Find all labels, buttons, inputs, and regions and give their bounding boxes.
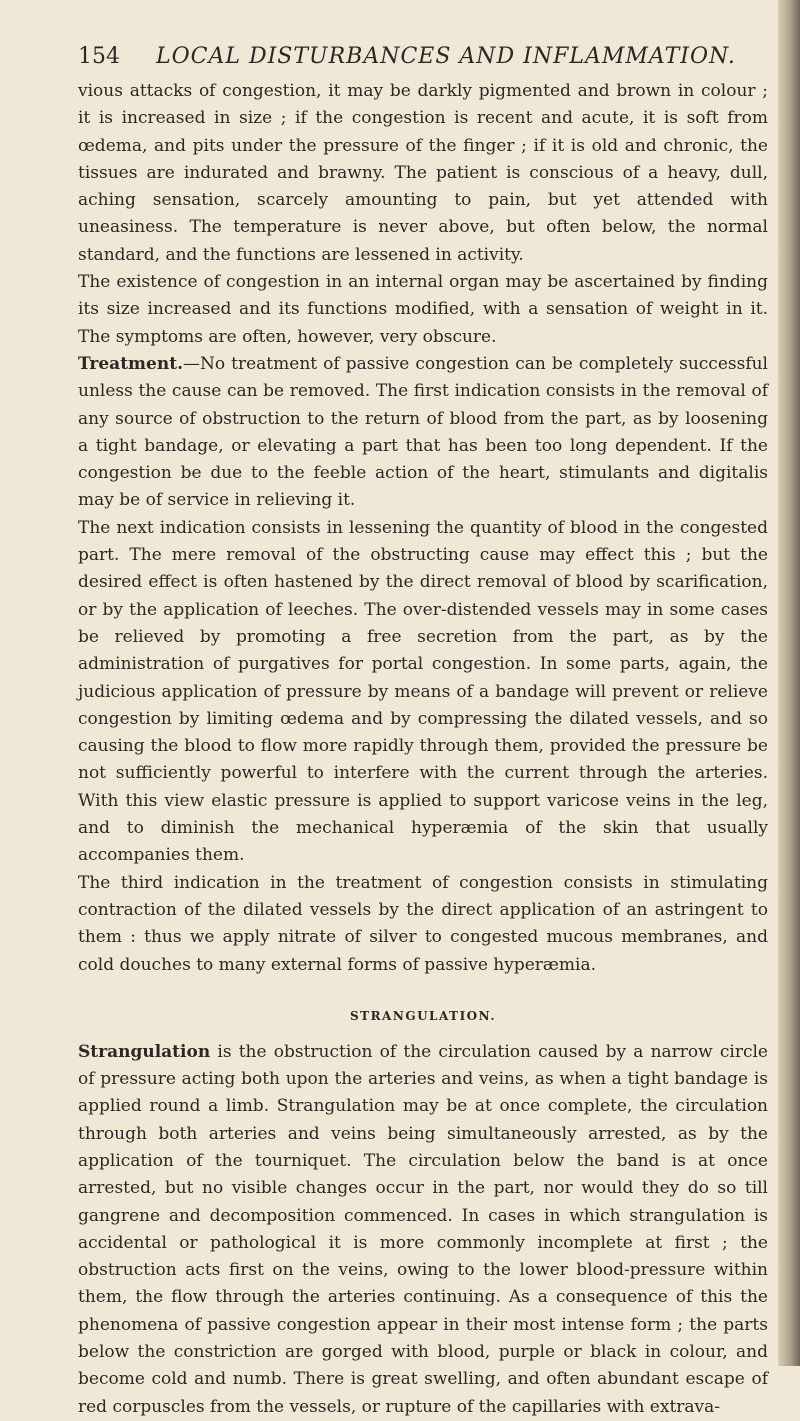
paragraph-1: vious attacks of congestion, it may be darkly pigmented and brown in colour ; it is increased in size ; if the congestion is recent and acute, it is soft from œdema, and pits under the pressure of the finger ; if it is old and chronic, the tissues are indurated and brawny. The patient is conscious of a heavy, dull, aching sensation, scarcely amounting to pain, but yet attended with uneasiness. The temperature is never above, but often below, the normal standard, and the functions are lessened in activity. xyxy=(78,81,768,265)
paragraph-strangulation xyxy=(78,1039,768,1421)
strangulation-text: is the obstruction of the circulation caused by a narrow circle of pressure acting both upon the arteries and veins, as when a tight bandage is applied round a limb. Strangulation may be at once complete, the circulation through both arteries and veins being simultaneously arrested, as by the application of the tourniquet. The circulation below the band is at once arrested, but no visible changes occur in the part, nor would they do so till gangrene and decomposition commenced. In cases in which strangulation is accidental or pathological it is more commonly incomplete at first ; the obstruction acts first on the veins, owing to the lower blood-pressure within them, the flow through the arteries continuing. As a consequence of this the phenomena of passive congestion appear in their most intense form ; the parts below the constriction are gorged with blood, purple or black in colour, and become cold and numb. There is great swelling, and often abundant escape of red corpuscles from the vessels, or rupture of the capillaries with extrava- xyxy=(78,1041,768,1417)
page-edge xyxy=(778,0,800,1366)
page-header xyxy=(78,40,768,74)
paragraph-2: The existence of congestion in an internal organ may be ascertained by finding its size increased and its functions modified, with a sensation of weight in it. The symptoms are often, however, very obscure. xyxy=(78,272,768,347)
page-number: 154 xyxy=(78,44,120,69)
paragraph-treatment xyxy=(78,351,768,515)
paragraph-4: The next indication consists in lessening the quantity of blood in the congested part. The mere removal of the obstructing cause may effect this ; but the desired effect is often hastened by the direct removal of blood by scarification, or by the application of leeches. The over-distended vessels may in some cases be relieved by promoting a free secretion from the part, as by the administration of purgatives for portal congestion. In some parts, again, the judicious application of pressure by means of a bandage will prevent or relieve congestion by limiting œdema and by compressing the dilated vessels, and so causing the blood to flow more rapidly through them, provided the pressure be not sufficiently powerful to interfere with the current through the arteries. With this view elastic pressure is applied to support varicose veins in the leg, and to diminish the mechanical hyperæmia of the skin that usually accompanies them. xyxy=(78,517,768,866)
paragraph-5: The third indication in the treatment of congestion consists in stimulating contraction of the dilated vessels by the direct application of an astringent to them : thus we apply nitrate of silver to congested mucous membranes, and cold douches to many external forms of passive hyperæmia. xyxy=(78,872,768,975)
treatment-text: —No treatment of passive congestion can be completely successful unless the cause can be removed. The first indication consists in the removal of any source of obstruction to the return of blood from the part, as by loosening a tight bandage, or elevating a part that has been too long dependent. If the congestion be due to the feeble action of the heart, stimulants and digitalis may be of service in relieving it. xyxy=(78,353,768,511)
body-text xyxy=(78,78,768,1421)
treatment-run-in-heading: Treatment. xyxy=(78,353,183,374)
strangulation-run-in-heading: Strangulation xyxy=(78,1041,211,1062)
section-heading: STRANGULATION. xyxy=(349,1008,497,1023)
running-title: LOCAL DISTURBANCES AND INFLAMMATION. xyxy=(156,44,736,69)
